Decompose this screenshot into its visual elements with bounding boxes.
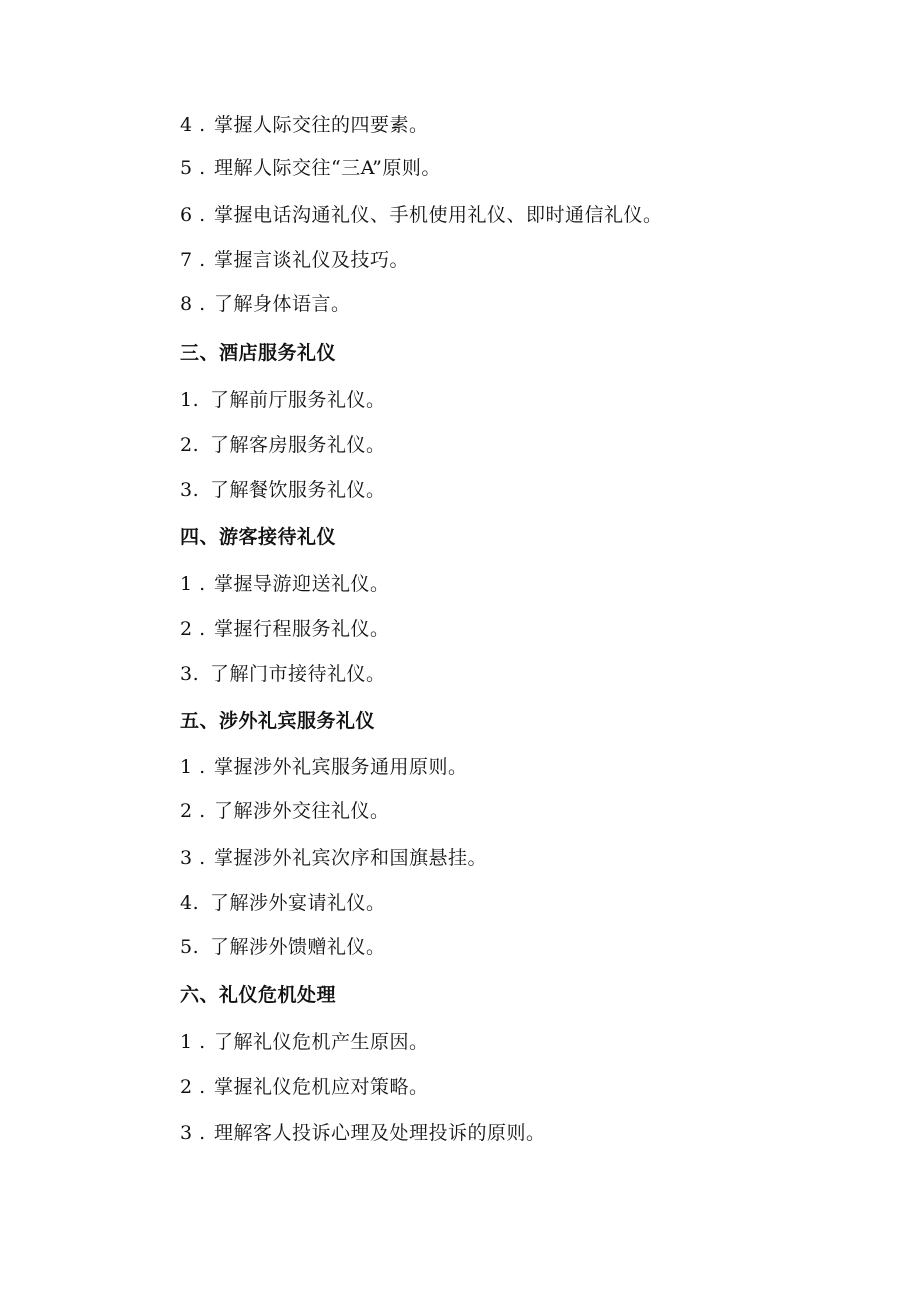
list-item — [180, 203, 663, 227]
item-text: 掌握人际交往的四要素。 — [214, 114, 429, 136]
item-text: 了解前厅服务礼仪。 — [210, 389, 386, 411]
item-number: 1 . — [180, 1031, 206, 1053]
list-item — [180, 1030, 429, 1054]
list-item — [180, 1075, 429, 1099]
section-heading: 六、礼仪危机处理 — [180, 984, 337, 1006]
item-text: 了解客房服务礼仪。 — [210, 434, 386, 456]
item-number: 3. — [180, 663, 200, 685]
item-text: 理解客人投诉心理及处理投诉的原则。 — [214, 1122, 546, 1144]
item-number: 4 . — [180, 114, 206, 136]
item-number: 2 . — [180, 618, 206, 640]
item-text: 了解礼仪危机产生原因。 — [214, 1031, 429, 1053]
list-item — [180, 156, 441, 180]
list-item — [180, 935, 386, 959]
item-text: 掌握言谈礼仪及技巧。 — [214, 249, 410, 271]
item-text: 掌握礼仪危机应对策略。 — [214, 1076, 429, 1098]
item-text: 了解身体语言。 — [214, 293, 351, 315]
item-number: 3 . — [180, 847, 206, 869]
item-text: 了解门市接待礼仪。 — [210, 663, 386, 685]
item-number: 1 . — [180, 573, 206, 595]
item-number: 5. — [180, 936, 200, 958]
item-number: 2 . — [180, 800, 206, 822]
list-item — [180, 388, 386, 412]
item-number: 2. — [180, 434, 200, 456]
item-text: 了解涉外馈赠礼仪。 — [210, 936, 386, 958]
item-number: 6 . — [180, 204, 206, 226]
item-text: 掌握涉外礼宾次序和国旗悬挂。 — [214, 847, 488, 869]
list-item — [180, 248, 409, 272]
list-item — [180, 1121, 546, 1145]
list-item — [180, 662, 386, 686]
section-heading: 四、游客接待礼仪 — [180, 526, 337, 548]
list-item — [180, 755, 468, 779]
item-number: 1 . — [180, 756, 206, 778]
item-number: 1. — [180, 389, 200, 411]
list-item — [180, 478, 386, 502]
item-number: 4. — [180, 892, 200, 914]
section-heading: 三、酒店服务礼仪 — [180, 342, 337, 364]
item-text: 了解餐饮服务礼仪。 — [210, 479, 386, 501]
item-number: 3 . — [180, 1122, 206, 1144]
item-text: 理解人际交往“三A”原则。 — [214, 157, 441, 179]
item-number: 2 . — [180, 1076, 206, 1098]
item-text: 了解涉外交往礼仪。 — [214, 800, 390, 822]
list-item — [180, 799, 390, 823]
list-item — [180, 617, 390, 641]
section-heading: 五、涉外礼宾服务礼仪 — [180, 710, 376, 732]
list-item — [180, 891, 386, 915]
list-item — [180, 113, 429, 137]
item-text: 了解涉外宴请礼仪。 — [210, 892, 386, 914]
item-text: 掌握涉外礼宾服务通用原则。 — [214, 756, 468, 778]
item-text: 掌握电话沟通礼仪、手机使用礼仪、即时通信礼仪。 — [214, 204, 663, 226]
item-text: 掌握导游迎送礼仪。 — [214, 573, 390, 595]
list-item — [180, 572, 390, 596]
list-item — [180, 292, 351, 316]
item-text: 掌握行程服务礼仪。 — [214, 618, 390, 640]
list-item — [180, 433, 386, 457]
item-number: 7 . — [180, 249, 206, 271]
item-number: 5 . — [180, 157, 206, 179]
list-item — [180, 846, 487, 870]
item-number: 3. — [180, 479, 200, 501]
item-number: 8 . — [180, 293, 206, 315]
